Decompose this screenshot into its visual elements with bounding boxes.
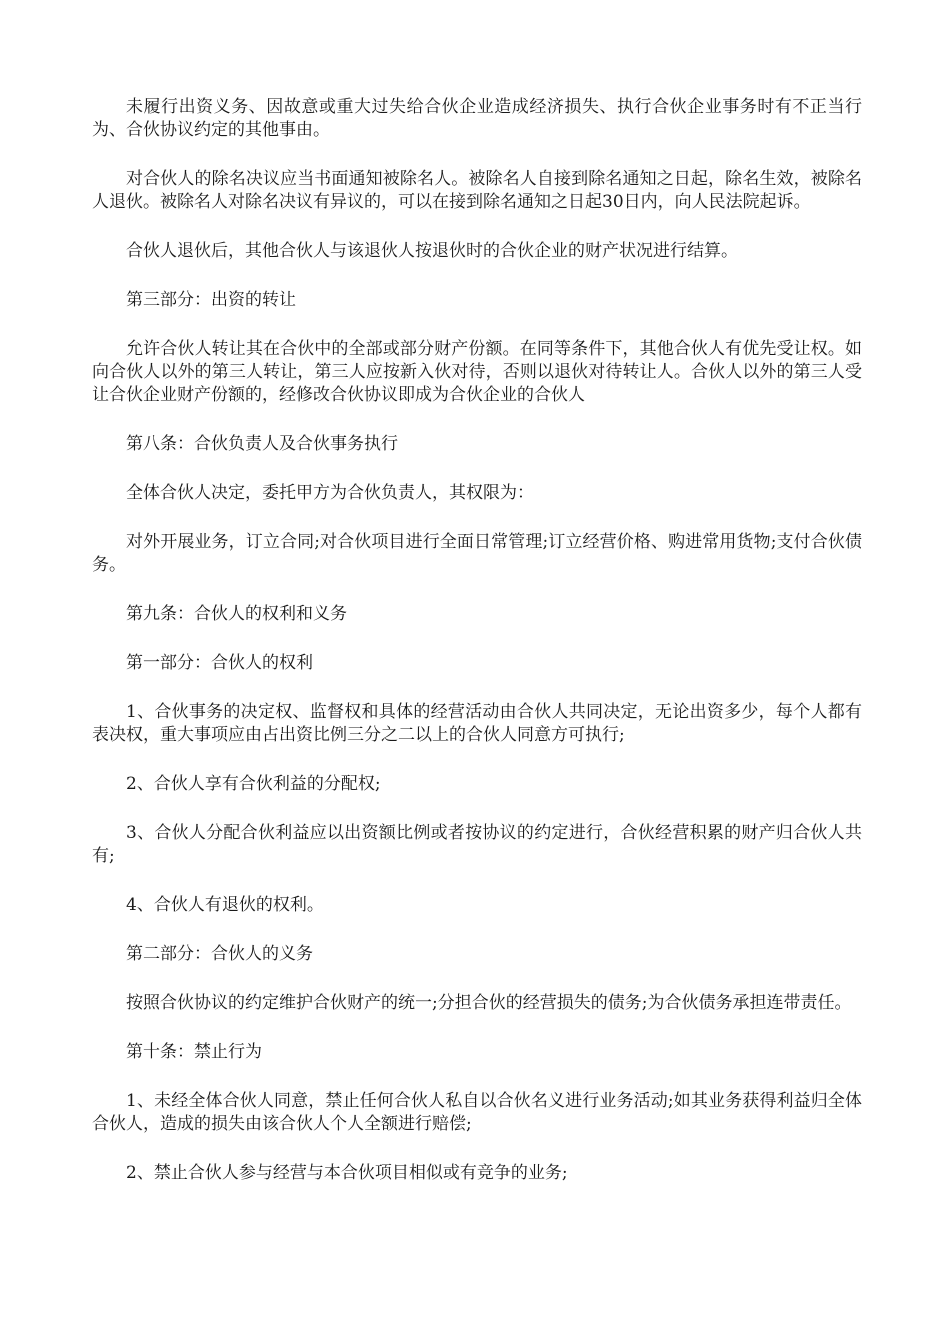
list-item-prohibition-1: 1、未经全体合伙人同意，禁止任何合伙人私自以合伙名义进行业务活动;如其业务获得利益归全体合伙人，造成的损失由该合伙人个人全额进行赔偿; [92, 1091, 862, 1134]
paragraph-capital-transfer: 允许合伙人转让其在合伙中的全部或部分财产份额。在同等条件下，其他合伙人有优先受让权。如向合伙人以外的第三人转让，第三人应按新入伙对待，否则以退伙对待转让人。合伙人以外的第三人受让合伙企业财产份额的，经修改合伙协议即成为合伙企业的合伙人 [92, 339, 862, 405]
list-item-right-3: 3、合伙人分配合伙利益应以出资额比例或者按协议的约定进行，合伙经营积累的财产归合伙人共有; [92, 823, 862, 866]
paragraph-obligations: 按照合伙协议的约定维护合伙财产的统一;分担合伙的经营损失的债务;为合伙债务承担连带责任。 [126, 993, 852, 1013]
document-page [92, 96, 862, 1211]
article-heading-9: 第九条：合伙人的权利和义务 [126, 604, 347, 624]
section-heading-capital-transfer: 第三部分：出资的转让 [126, 290, 296, 310]
article-heading-10: 第十条：禁止行为 [126, 1042, 262, 1062]
section-heading-partner-rights: 第一部分：合伙人的权利 [126, 653, 313, 673]
section-heading-partner-obligations: 第二部分：合伙人的义务 [126, 944, 313, 964]
list-item-prohibition-2: 2、禁止合伙人参与经营与本合伙项目相似或有竞争的业务; [126, 1163, 568, 1183]
list-item-right-1: 1、合伙事务的决定权、监督权和具体的经营活动由合伙人共同决定，无论出资多少，每个人都有表决权，重大事项应由占出资比例三分之二以上的合伙人同意方可执行; [92, 702, 862, 745]
list-item-right-4: 4、合伙人有退伙的权利。 [126, 895, 324, 915]
paragraph-authority-scope: 对外开展业务，订立合同;对合伙项目进行全面日常管理;订立经营价格、购进常用货物;支付合伙债务。 [92, 532, 862, 575]
paragraph-withdrawal-settlement: 合伙人退伙后，其他合伙人与该退伙人按退伙时的合伙企业的财产状况进行结算。 [126, 241, 738, 261]
list-item-right-2: 2、合伙人享有合伙利益的分配权; [126, 774, 381, 794]
paragraph-grounds-for-expulsion: 未履行出资义务、因故意或重大过失给合伙企业造成经济损失、执行合伙企业事务时有不正当行为、合伙协议约定的其他事由。 [92, 97, 862, 140]
paragraph-expulsion-notice: 对合伙人的除名决议应当书面通知被除名人。被除名人自接到除名通知之日起，除名生效，被除名人退伙。被除名人对除名决议有异议的，可以在接到除名通知之日起30日内，向人民法院起诉。 [92, 169, 862, 212]
article-heading-8: 第八条：合伙负责人及合伙事务执行 [126, 434, 398, 454]
paragraph-responsible-person: 全体合伙人决定，委托甲方为合伙负责人，其权限为： [126, 483, 534, 503]
